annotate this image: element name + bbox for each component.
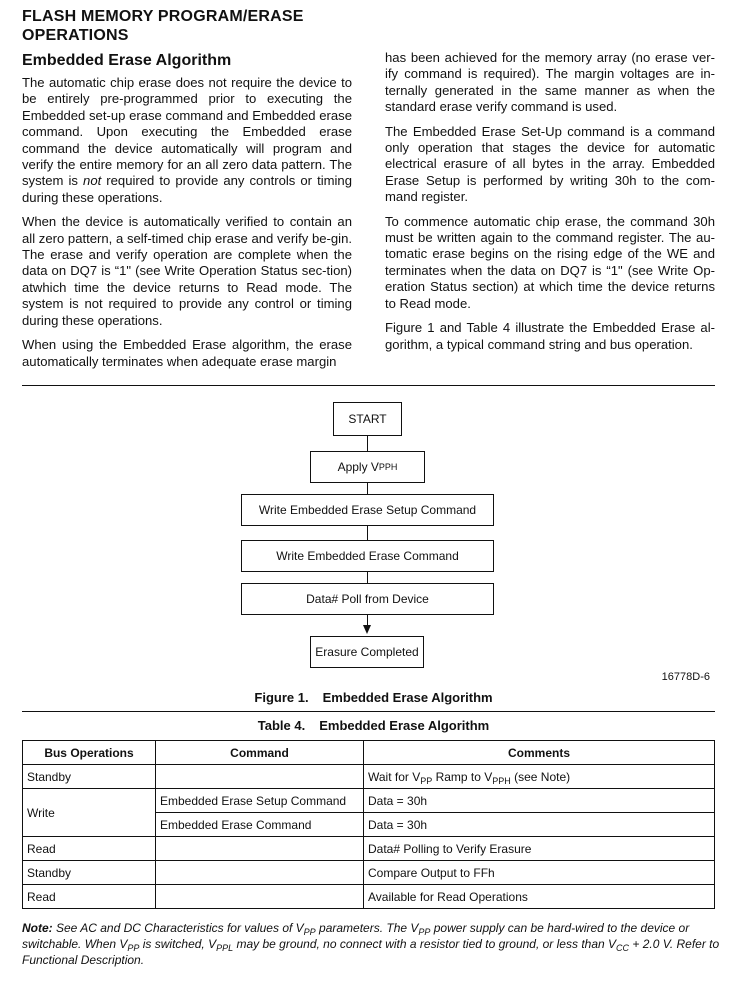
table-note: Note: See AC and DC Characteristics for values of $V_{PP}$ parameters. The $V_{PP}$ power supply can be hard-wired to the device or switchable. When $V_{PP}$ is switched, $V_{PPL}$ may be ground, no connect with a resistor tied to ground, or less than $V_{CC} + 2.0$ V. Refer to Functional Description.	[22, 921, 720, 967]
paragraph: To commence automatic chip erase, the command 30h must be written again to the command register. The au-tomatic erase begins on the rising edge of the WE and terminates when the data on DQ7 is “1" (see Write Op-eration Status section) at which time the device returns to Read mode.	[385, 213, 715, 311]
table-row: Standby Compare Output to FFh	[23, 861, 715, 885]
note-label: Note:	[22, 921, 53, 935]
paragraph: The Embedded Erase Set-Up command is a command only operation that stages the device for automatic electrical erasure of all bytes in the array. Embedded Erase Setup is performed by writing 30h to the com-mand register.	[385, 123, 715, 205]
flow-start: START	[333, 402, 402, 436]
flow-erasure-completed: Erasure Completed	[310, 636, 424, 668]
connector	[367, 436, 368, 451]
subsection-title: Embedded Erase Algorithm	[22, 52, 232, 69]
paragraph: Figure 1 and Table 4 illustrate the Embedded Erase al-gorithm, a typical command string and bus operation.	[385, 320, 715, 352]
flow-write-erase: Write Embedded Erase Command	[241, 540, 494, 572]
figure-caption: Figure 1. Embedded Erase Algorithm	[254, 690, 493, 705]
flow-apply-vpph: Apply V PPH	[310, 451, 425, 483]
table-row: Read Data# Polling to Verify Erasure	[23, 837, 715, 861]
emphasis: not	[83, 173, 102, 189]
table-caption: Table 4. Embedded Erase Algorithm	[257, 718, 490, 733]
section-title: FLASH MEMORY PROGRAM/ERASE OPERATIONS	[22, 8, 304, 44]
connector	[367, 572, 368, 583]
connector	[367, 483, 368, 494]
flow-data-poll: Data# Poll from Device	[241, 583, 494, 615]
divider	[22, 385, 715, 386]
header-comments: Comments	[364, 741, 715, 765]
table-row: Read Available for Read Operations	[23, 885, 715, 909]
erase-algorithm-table	[22, 740, 715, 909]
paragraph: When the device is automatically verified to contain an all zero pattern, a self-timed chip erase and verify be-gin. The erase and verify operation are complete when the data on DQ7 is “1" (see Write Operation Status sec-tion) atwhich time the device returns to Read mode. The system is not required to provide any control or timing during these operations.	[22, 214, 352, 328]
table-row: Write Embedded Erase Setup Command Data = 30h	[23, 789, 715, 813]
connector	[367, 526, 368, 540]
table-row: Embedded Erase Command Data = 30h	[23, 813, 715, 837]
flow-write-setup: Write Embedded Erase Setup Command	[241, 494, 494, 526]
left-column	[22, 75, 352, 378]
figure-id: 16778D-6	[661, 671, 710, 683]
divider	[22, 711, 715, 712]
table-row: Standby Wait for $V_{PP}$ Ramp to $V_{PPH}$ (see Note)	[23, 765, 715, 789]
right-column	[385, 50, 715, 361]
paragraph: has been achieved for the memory array (no erase ver-ify command is required). The margin voltages are in-ternally generated in the same manner as when the standard erase verify command is used.	[385, 50, 715, 115]
paragraph: When using the Embedded Erase algorithm, the erase automatically terminates when adequate erase margin	[22, 337, 352, 369]
header-bus-operations: Bus Operations	[23, 741, 156, 765]
table-header-row	[23, 741, 715, 765]
paragraph: The automatic chip erase does not require the device to be entirely pre-programmed prior to executing the Embedded set-up erase command and Embedded erase command. Upon executing the Embedded erase command the device automatically will program and verify the entire memory for an all zero data pattern. The system is not required to provide any controls or timing during these operations.	[22, 75, 353, 205]
header-command: Command	[156, 741, 364, 765]
arrow-down-icon	[363, 625, 371, 634]
